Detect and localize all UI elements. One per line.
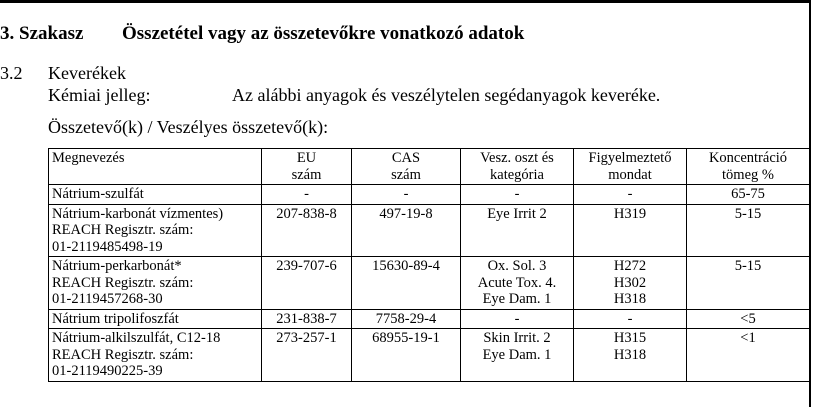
cell-line: REACH Regisztr. szám: bbox=[52, 222, 194, 238]
cell-eu: 231-838-7 bbox=[262, 309, 352, 329]
cell-statement bbox=[574, 204, 687, 257]
cell-eu: 207-838-8 bbox=[262, 204, 352, 257]
table-row bbox=[49, 185, 810, 205]
cell-line: Nátrium-szulfát bbox=[52, 186, 144, 202]
header-statement bbox=[574, 149, 687, 185]
header-concentration-line-2: tömeg % bbox=[722, 166, 774, 183]
cell-statement bbox=[574, 309, 687, 329]
cell-line: 01-2119485498-19 bbox=[52, 238, 163, 255]
subsection-title: Keverékek bbox=[48, 63, 126, 83]
cell-hazard bbox=[461, 185, 574, 205]
header-hazard-line-1: Vesz. oszt és bbox=[480, 150, 554, 166]
cell-cas: 497-19-8 bbox=[352, 204, 461, 257]
cell-line: H318 bbox=[613, 346, 647, 363]
table-row bbox=[49, 329, 810, 382]
cell-line: 01-2119490225-39 bbox=[52, 363, 163, 379]
cell-line: H318 bbox=[613, 291, 647, 307]
header-cas-line-2: szám bbox=[391, 166, 421, 183]
cell-concentration: 65-75 bbox=[687, 185, 810, 205]
cell-line: Skin Irrit. 2 bbox=[483, 330, 551, 346]
cell-concentration: 5-15 bbox=[687, 257, 810, 310]
cell-line: Nátrium tripolifoszfát bbox=[52, 310, 179, 327]
cell-line: Eye Dam. 1 bbox=[482, 291, 552, 307]
cell-line: - bbox=[627, 310, 633, 327]
cell-line: REACH Regisztr. szám: bbox=[52, 274, 194, 291]
table-row bbox=[49, 257, 810, 310]
cell-line: Nátrium-karbonát vízmentes) bbox=[52, 205, 224, 222]
cell-hazard bbox=[461, 329, 574, 382]
cell-name bbox=[49, 204, 262, 257]
header-statement-line-2: mondat bbox=[608, 166, 652, 183]
cell-line: - bbox=[514, 310, 520, 327]
section-title: Összetétel vagy az összetevőkre vonatkozó adatok bbox=[122, 23, 525, 44]
cell-line: REACH Regisztr. szám: bbox=[52, 346, 194, 363]
header-name bbox=[49, 149, 262, 185]
cell-name bbox=[49, 329, 262, 382]
cell-statement bbox=[574, 185, 687, 205]
cell-eu: 273-257-1 bbox=[262, 329, 352, 382]
cell-concentration: <1 bbox=[687, 329, 810, 382]
header-eu-line-2: szám bbox=[291, 166, 322, 183]
components-heading: Összetevő(k) / Veszélyes összetevő(k): bbox=[48, 117, 329, 137]
cell-eu: - bbox=[262, 185, 352, 205]
cell-line: Eye Dam. 1 bbox=[482, 346, 552, 363]
cell-line: H302 bbox=[613, 274, 647, 291]
header-cas bbox=[352, 149, 461, 185]
header-hazard-line-2: kategória bbox=[490, 166, 544, 183]
top-rule bbox=[0, 0, 811, 3]
table-row bbox=[49, 309, 810, 329]
cell-line: H272 bbox=[613, 258, 647, 274]
cell-line: H315 bbox=[613, 330, 647, 346]
table-header-row bbox=[49, 149, 810, 185]
cell-concentration: 5-15 bbox=[687, 204, 810, 257]
header-concentration bbox=[687, 149, 810, 185]
cell-cas: 68955-19-1 bbox=[352, 329, 461, 382]
cell-name bbox=[49, 185, 262, 205]
components-table bbox=[48, 148, 810, 382]
header-statement-line-1: Figyelmeztető bbox=[588, 150, 672, 166]
header-name-line: Megnevezés bbox=[52, 150, 125, 166]
header-eu bbox=[262, 149, 352, 185]
cell-statement bbox=[574, 329, 687, 382]
subsection-number: 3.2 bbox=[0, 63, 23, 83]
cell-cas: - bbox=[352, 185, 461, 205]
cell-name bbox=[49, 257, 262, 310]
cell-hazard bbox=[461, 204, 574, 257]
cell-cas: 7758-29-4 bbox=[352, 309, 461, 329]
nature-value: Az alábbi anyagok és veszélytelen segédanyagok keveréke. bbox=[232, 85, 661, 105]
cell-line: Eye Irrit 2 bbox=[487, 205, 547, 222]
cell-line: Nátrium-alkilszulfát, C12-18 bbox=[52, 330, 221, 346]
cell-eu: 239-707-6 bbox=[262, 257, 352, 310]
table-row bbox=[49, 204, 810, 257]
cell-hazard bbox=[461, 257, 574, 310]
cell-cas: 15630-89-4 bbox=[352, 257, 461, 310]
cell-line: Nátrium-perkarbonát* bbox=[52, 258, 182, 274]
cell-line: Ox. Sol. 3 bbox=[487, 258, 547, 274]
header-hazard bbox=[461, 149, 574, 185]
cell-line: Acute Tox. 4. bbox=[477, 274, 557, 291]
cell-hazard bbox=[461, 309, 574, 329]
header-eu-line-1: EU bbox=[296, 150, 317, 166]
cell-line: - bbox=[514, 186, 520, 202]
nature-label: Kémiai jelleg: bbox=[48, 85, 151, 105]
cell-concentration: <5 bbox=[687, 309, 810, 329]
section-number: 3. Szakasz bbox=[0, 23, 84, 44]
cell-line: 01-2119457268-30 bbox=[52, 291, 163, 307]
cell-line: H319 bbox=[613, 205, 647, 222]
cell-statement bbox=[574, 257, 687, 310]
header-cas-line-1: CAS bbox=[391, 150, 421, 166]
header-concentration-line-1: Koncentráció bbox=[708, 150, 788, 166]
cell-name bbox=[49, 309, 262, 329]
cell-line: - bbox=[627, 186, 633, 202]
